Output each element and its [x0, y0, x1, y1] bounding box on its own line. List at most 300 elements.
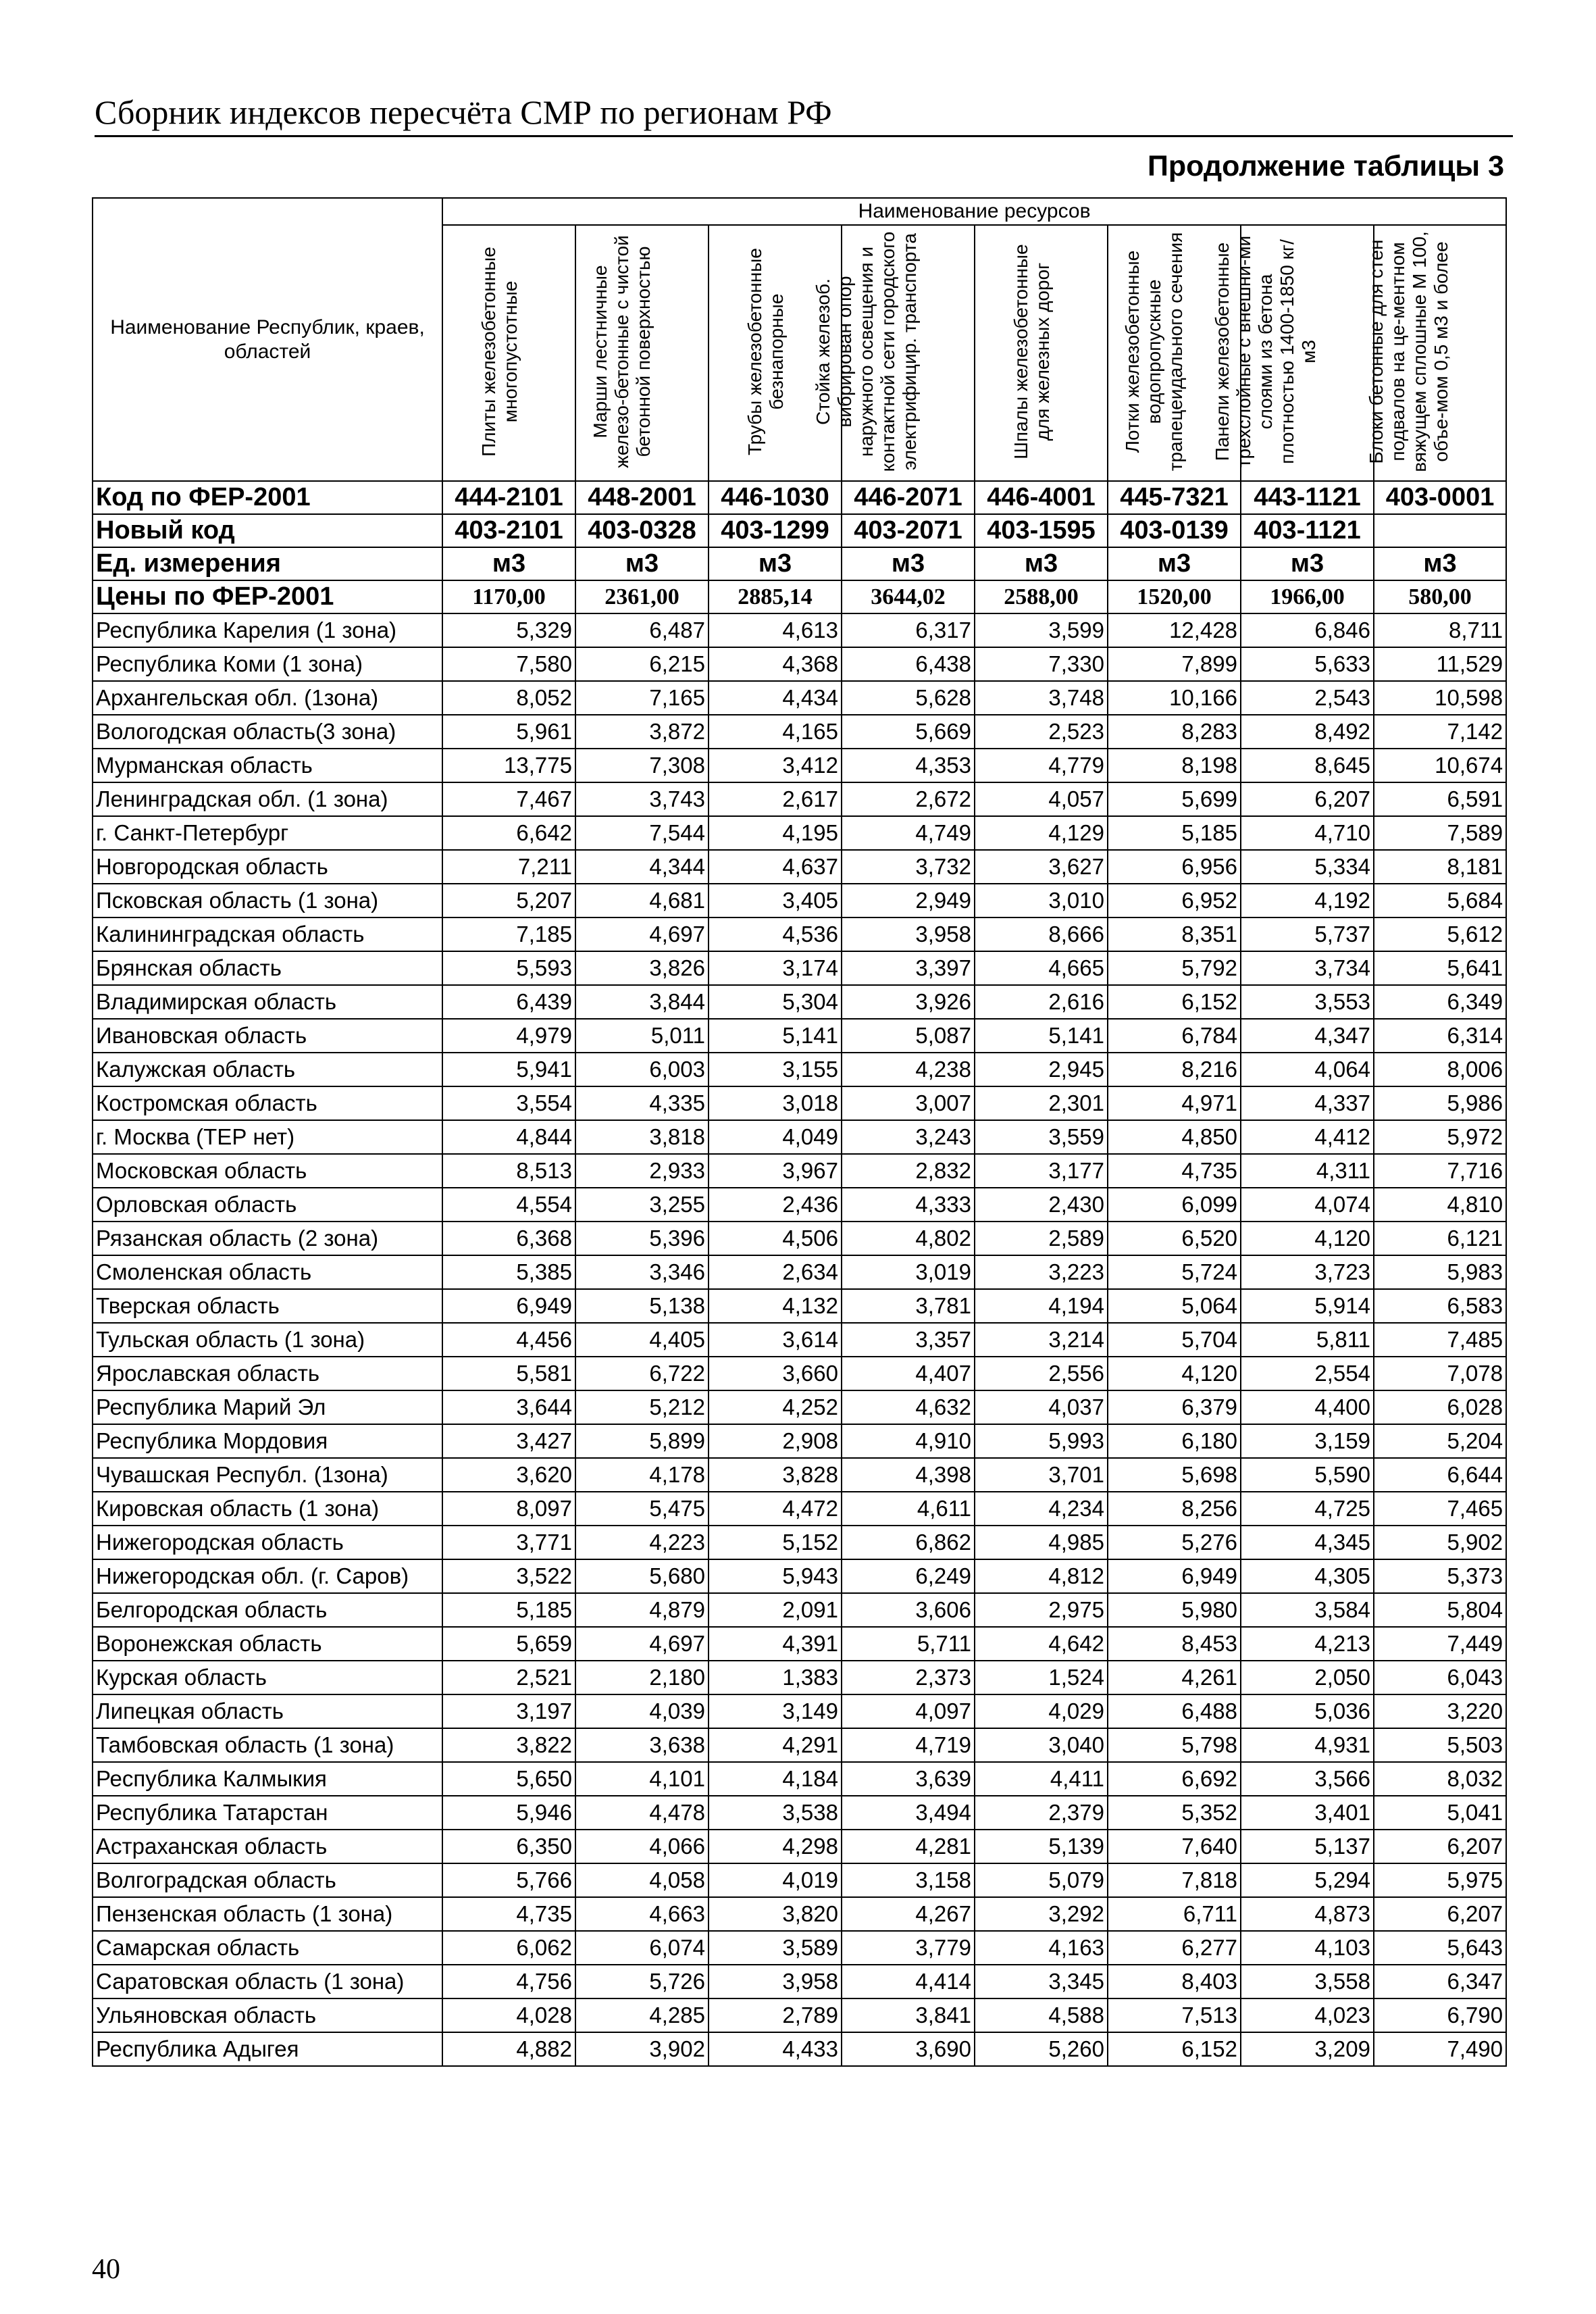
index-value-cell: 4,697	[575, 917, 709, 951]
index-value-cell: 3,427	[442, 1424, 575, 1458]
prices-label: Цены по ФЕР-2001	[93, 580, 442, 613]
table-row	[93, 1323, 1506, 1357]
index-value-cell: 4,103	[1241, 1931, 1374, 1965]
new-code-cell: 403-0328	[575, 514, 709, 547]
index-value-cell: 7,308	[575, 749, 709, 782]
index-value-cell: 4,039	[575, 1694, 709, 1728]
index-value-cell: 8,645	[1241, 749, 1374, 782]
region-name-cell: Республика Карелия (1 зона)	[93, 613, 442, 647]
index-value-cell: 5,986	[1374, 1086, 1506, 1120]
region-name-cell: г. Москва (ТЕР нет)	[93, 1120, 442, 1154]
index-value-cell: 5,079	[975, 1863, 1108, 1897]
table-row	[93, 951, 1506, 985]
region-name-cell: Орловская область	[93, 1188, 442, 1222]
index-value-cell: 5,087	[842, 1019, 975, 1053]
table-row	[93, 647, 1506, 681]
index-value-cell: 5,724	[1108, 1255, 1241, 1289]
region-name-cell: Мурманская область	[93, 749, 442, 782]
index-value-cell: 6,277	[1108, 1931, 1241, 1965]
index-value-cell: 4,414	[842, 1965, 975, 1998]
index-value-cell: 2,945	[975, 1053, 1108, 1086]
index-value-cell: 4,536	[709, 917, 842, 951]
index-value-cell: 4,681	[575, 884, 709, 917]
index-value-cell: 3,558	[1241, 1965, 1374, 1998]
index-value-cell: 3,732	[842, 850, 975, 884]
index-value-cell: 4,368	[709, 647, 842, 681]
region-name-cell: Брянская область	[93, 951, 442, 985]
index-value-cell: 5,204	[1374, 1424, 1506, 1458]
region-name-cell: Владимирская область	[93, 985, 442, 1019]
index-value-cell: 4,028	[442, 1998, 575, 2032]
index-value-cell: 5,276	[1108, 1526, 1241, 1559]
index-value-cell: 7,899	[1108, 647, 1241, 681]
index-value-cell: 6,003	[575, 1053, 709, 1086]
index-value-cell: 4,637	[709, 850, 842, 884]
table-row	[93, 1796, 1506, 1830]
region-name-cell: Ленинградская обл. (1 зона)	[93, 782, 442, 816]
index-value-cell: 8,216	[1108, 1053, 1241, 1086]
index-value-cell: 6,062	[442, 1931, 575, 1965]
resource-column-header-text: Панели железобетонные трехслойные с внешни-ми слоями из бетона плотностью 1400-1850 кг/м3	[1211, 235, 1319, 468]
index-value-cell: 3,214	[975, 1323, 1108, 1357]
index-value-cell: 4,588	[975, 1998, 1108, 2032]
code-fer-cell: 403-0001	[1374, 481, 1506, 514]
index-value-cell: 5,792	[1108, 951, 1241, 985]
index-value-cell: 5,260	[975, 2032, 1108, 2066]
table-row	[93, 1559, 1506, 1593]
price-cell: 3644,02	[842, 580, 975, 613]
index-value-cell: 4,345	[1241, 1526, 1374, 1559]
table-row	[93, 850, 1506, 884]
index-value-cell: 3,155	[709, 1053, 842, 1086]
index-value-cell: 4,178	[575, 1458, 709, 1492]
index-value-cell: 3,345	[975, 1965, 1108, 1998]
index-value-cell: 5,036	[1241, 1694, 1374, 1728]
index-value-cell: 5,612	[1374, 917, 1506, 951]
code-fer-cell: 446-4001	[975, 481, 1108, 514]
index-value-cell: 6,952	[1108, 884, 1241, 917]
index-value-cell: 3,967	[709, 1154, 842, 1188]
index-value-cell: 3,844	[575, 985, 709, 1019]
index-value-cell: 5,766	[442, 1863, 575, 1897]
region-name-cell: Нижегородская обл. (г. Саров)	[93, 1559, 442, 1593]
index-value-cell: 2,436	[709, 1188, 842, 1222]
table-row	[93, 1357, 1506, 1390]
unit-cell: м3	[709, 547, 842, 580]
index-value-cell: 3,553	[1241, 985, 1374, 1019]
index-value-cell: 3,620	[442, 1458, 575, 1492]
index-value-cell: 5,669	[842, 715, 975, 749]
index-value-cell: 7,142	[1374, 715, 1506, 749]
index-value-cell: 5,185	[442, 1593, 575, 1627]
table-row	[93, 1086, 1506, 1120]
index-value-cell: 6,349	[1374, 985, 1506, 1019]
index-value-cell: 3,357	[842, 1323, 975, 1357]
index-value-cell: 4,810	[1374, 1188, 1506, 1222]
index-value-cell: 6,784	[1108, 1019, 1241, 1053]
table-row	[93, 1492, 1506, 1526]
table-row	[93, 1998, 1506, 2032]
index-value-cell: 5,650	[442, 1762, 575, 1796]
index-value-cell: 4,882	[442, 2032, 575, 2066]
region-name-cell: Астраханская область	[93, 1830, 442, 1863]
price-cell: 1520,00	[1108, 580, 1241, 613]
index-value-cell: 6,644	[1374, 1458, 1506, 1492]
region-name-cell: Воронежская область	[93, 1627, 442, 1661]
table-row	[93, 1053, 1506, 1086]
price-cell: 2885,14	[709, 580, 842, 613]
index-value-cell: 4,120	[1241, 1222, 1374, 1255]
index-value-cell: 12,428	[1108, 613, 1241, 647]
price-cell: 580,00	[1374, 580, 1506, 613]
region-name-cell: Саратовская область (1 зона)	[93, 1965, 442, 1998]
index-value-cell: 4,802	[842, 1222, 975, 1255]
region-name-cell: Республика Мордовия	[93, 1424, 442, 1458]
index-value-cell: 2,521	[442, 1661, 575, 1694]
index-value-cell: 4,632	[842, 1390, 975, 1424]
region-name-cell: Новгородская область	[93, 850, 442, 884]
index-value-cell: 6,642	[442, 816, 575, 850]
index-value-cell: 4,710	[1241, 816, 1374, 850]
index-value-cell: 3,019	[842, 1255, 975, 1289]
index-value-cell: 5,993	[975, 1424, 1108, 1458]
index-value-cell: 3,818	[575, 1120, 709, 1154]
index-value-cell: 4,291	[709, 1728, 842, 1762]
index-value-cell: 4,472	[709, 1492, 842, 1526]
index-value-cell: 5,212	[575, 1390, 709, 1424]
index-value-cell: 4,311	[1241, 1154, 1374, 1188]
index-value-cell: 3,522	[442, 1559, 575, 1593]
table-row	[93, 1458, 1506, 1492]
index-value-cell: 5,804	[1374, 1593, 1506, 1627]
index-value-cell: 6,379	[1108, 1390, 1241, 1424]
index-value-cell: 8,032	[1374, 1762, 1506, 1796]
index-value-cell: 2,523	[975, 715, 1108, 749]
index-value-cell: 6,099	[1108, 1188, 1241, 1222]
index-value-cell: 3,494	[842, 1796, 975, 1830]
index-value-cell: 5,972	[1374, 1120, 1506, 1154]
index-value-cell: 5,304	[709, 985, 842, 1019]
region-name-cell: Республика Марий Эл	[93, 1390, 442, 1424]
index-value-cell: 4,344	[575, 850, 709, 884]
index-value-cell: 3,346	[575, 1255, 709, 1289]
index-value-cell: 4,756	[442, 1965, 575, 1998]
index-value-cell: 11,529	[1374, 647, 1506, 681]
table-row	[93, 715, 1506, 749]
resource-column-header	[575, 225, 709, 481]
unit-label: Ед. измерения	[93, 547, 442, 580]
index-value-cell: 4,735	[442, 1897, 575, 1931]
resource-column-header-text: Марши лестничные железо-бетонные с чистой бетонной поверхностью	[589, 235, 654, 468]
index-value-cell: 4,719	[842, 1728, 975, 1762]
new-code-cell	[1374, 514, 1506, 547]
index-value-cell: 6,711	[1108, 1897, 1241, 1931]
index-value-cell: 5,680	[575, 1559, 709, 1593]
table-row	[93, 917, 1506, 951]
index-value-cell: 4,391	[709, 1627, 842, 1661]
index-value-cell: 5,185	[1108, 816, 1241, 850]
index-value-cell: 8,256	[1108, 1492, 1241, 1526]
index-value-cell: 3,599	[975, 613, 1108, 647]
index-value-cell: 6,692	[1108, 1762, 1241, 1796]
index-value-cell: 4,213	[1241, 1627, 1374, 1661]
region-name-cell: Калужская область	[93, 1053, 442, 1086]
new-code-cell: 403-2101	[442, 514, 575, 547]
index-value-cell: 3,734	[1241, 951, 1374, 985]
index-value-cell: 6,439	[442, 985, 575, 1019]
index-value-cell: 6,591	[1374, 782, 1506, 816]
index-value-cell: 2,789	[709, 1998, 842, 2032]
region-name-cell: Псковская область (1 зона)	[93, 884, 442, 917]
index-value-cell: 4,478	[575, 1796, 709, 1830]
index-value-cell: 4,850	[1108, 1120, 1241, 1154]
index-value-cell: 3,872	[575, 715, 709, 749]
region-name-cell: Курская область	[93, 1661, 442, 1694]
index-value-cell: 5,581	[442, 1357, 575, 1390]
unit-cell: м3	[975, 547, 1108, 580]
region-name-cell: Волгоградская область	[93, 1863, 442, 1897]
index-value-cell: 3,614	[709, 1323, 842, 1357]
resource-column-header-text: Шпалы железобетонные для железных дорог	[1010, 244, 1053, 459]
index-value-cell: 3,771	[442, 1526, 575, 1559]
index-value-cell: 4,132	[709, 1289, 842, 1323]
index-value-cell: 2,634	[709, 1255, 842, 1289]
resource-column-header-text: Блоки бетонные для стен подвалов на це-ментном вяжущем сплошные М 100, объе-мом 0,5 м3 и более	[1366, 231, 1452, 472]
index-value-cell: 5,352	[1108, 1796, 1241, 1830]
index-value-cell: 4,400	[1241, 1390, 1374, 1424]
index-value-cell: 4,611	[842, 1492, 975, 1526]
index-value-cell: 6,249	[842, 1559, 975, 1593]
table-row	[93, 1154, 1506, 1188]
index-value-cell: 5,704	[1108, 1323, 1241, 1357]
index-value-cell: 7,078	[1374, 1357, 1506, 1390]
index-value-cell: 6,583	[1374, 1289, 1506, 1323]
index-value-cell: 3,820	[709, 1897, 842, 1931]
index-value-cell: 3,926	[842, 985, 975, 1019]
index-value-cell: 5,726	[575, 1965, 709, 1998]
index-value-cell: 5,684	[1374, 884, 1506, 917]
index-value-cell: 4,192	[1241, 884, 1374, 917]
index-value-cell: 4,979	[442, 1019, 575, 1053]
index-value-cell: 3,566	[1241, 1762, 1374, 1796]
index-value-cell: 5,975	[1374, 1863, 1506, 1897]
table-row	[93, 1526, 1506, 1559]
index-value-cell: 3,040	[975, 1728, 1108, 1762]
resources-header: Наименование ресурсов	[442, 198, 1506, 225]
region-name-cell: Ярославская область	[93, 1357, 442, 1390]
index-value-cell: 4,412	[1241, 1120, 1374, 1154]
index-value-cell: 6,207	[1374, 1897, 1506, 1931]
index-value-cell: 5,329	[442, 613, 575, 647]
index-value-cell: 4,910	[842, 1424, 975, 1458]
index-value-cell: 8,711	[1374, 613, 1506, 647]
resource-column-header	[812, 225, 975, 481]
index-value-cell: 3,639	[842, 1762, 975, 1796]
index-value-cell: 3,660	[709, 1357, 842, 1390]
index-value-cell: 6,074	[575, 1931, 709, 1965]
index-value-cell: 4,398	[842, 1458, 975, 1492]
index-value-cell: 5,503	[1374, 1728, 1506, 1762]
index-value-cell: 6,207	[1241, 782, 1374, 816]
code-fer-cell: 443-1121	[1241, 481, 1374, 514]
index-value-cell: 4,456	[442, 1323, 575, 1357]
region-name-cell: Липецкая область	[93, 1694, 442, 1728]
index-value-cell: 7,490	[1374, 2032, 1506, 2066]
index-value-cell: 4,163	[975, 1931, 1108, 1965]
index-value-cell: 4,064	[1241, 1053, 1374, 1086]
index-value-cell: 5,475	[575, 1492, 709, 1526]
region-name-cell: Белгородская область	[93, 1593, 442, 1627]
region-name-cell: Нижегородская область	[93, 1526, 442, 1559]
index-value-cell: 7,544	[575, 816, 709, 850]
index-value-cell: 4,812	[975, 1559, 1108, 1593]
index-value-cell: 3,209	[1241, 2032, 1374, 2066]
index-value-cell: 4,433	[709, 2032, 842, 2066]
index-value-cell: 2,672	[842, 782, 975, 816]
region-name-cell: Чувашская Республ. (1зона)	[93, 1458, 442, 1492]
region-name-cell: Самарская область	[93, 1931, 442, 1965]
region-name-cell: Тульская область (1 зона)	[93, 1323, 442, 1357]
index-value-cell: 5,699	[1108, 782, 1241, 816]
table-row	[93, 1897, 1506, 1931]
region-name-cell: Ульяновская область	[93, 1998, 442, 2032]
index-value-cell: 6,215	[575, 647, 709, 681]
index-value-cell: 7,211	[442, 850, 575, 884]
region-name-cell: г. Санкт-Петербург	[93, 816, 442, 850]
index-value-cell: 3,627	[975, 850, 1108, 884]
index-value-cell: 4,238	[842, 1053, 975, 1086]
table-row	[93, 1762, 1506, 1796]
index-value-cell: 6,949	[442, 1289, 575, 1323]
index-value-cell: 3,828	[709, 1458, 842, 1492]
index-value-cell: 5,943	[709, 1559, 842, 1593]
index-value-cell: 4,129	[975, 816, 1108, 850]
index-value-cell: 4,281	[842, 1830, 975, 1863]
index-value-cell: 4,037	[975, 1390, 1108, 1424]
index-value-cell: 2,543	[1241, 681, 1374, 715]
index-value-cell: 13,775	[442, 749, 575, 782]
index-value-cell: 6,152	[1108, 985, 1241, 1019]
index-value-cell: 3,606	[842, 1593, 975, 1627]
index-value-cell: 4,725	[1241, 1492, 1374, 1526]
index-value-cell: 3,007	[842, 1086, 975, 1120]
index-value-cell: 5,980	[1108, 1593, 1241, 1627]
index-value-cell: 4,223	[575, 1526, 709, 1559]
index-value-cell: 3,644	[442, 1390, 575, 1424]
region-name-cell: Калининградская область	[93, 917, 442, 951]
index-value-cell: 7,330	[975, 647, 1108, 681]
resource-column-header	[1366, 225, 1506, 481]
region-column-header: Наименование Республик, краев, областей	[93, 198, 442, 481]
index-value-cell: 5,983	[1374, 1255, 1506, 1289]
index-value-cell: 1,383	[709, 1661, 842, 1694]
index-value-cell: 5,385	[442, 1255, 575, 1289]
index-value-cell: 6,028	[1374, 1390, 1506, 1424]
index-value-cell: 4,873	[1241, 1897, 1374, 1931]
index-value-cell: 4,120	[1108, 1357, 1241, 1390]
index-value-cell: 6,043	[1374, 1661, 1506, 1694]
table-row	[93, 1830, 1506, 1863]
table-continuation-label: Продолжение таблицы 3	[1147, 150, 1504, 182]
index-value-cell: 4,267	[842, 1897, 975, 1931]
index-value-cell: 4,165	[709, 715, 842, 749]
index-value-cell: 4,333	[842, 1188, 975, 1222]
index-value-cell: 4,665	[975, 951, 1108, 985]
index-value-cell: 7,716	[1374, 1154, 1506, 1188]
index-value-cell: 5,798	[1108, 1728, 1241, 1762]
index-value-cell: 3,243	[842, 1120, 975, 1154]
new-code-cell: 403-1595	[975, 514, 1108, 547]
index-value-cell: 3,638	[575, 1728, 709, 1762]
index-value-cell: 3,401	[1241, 1796, 1374, 1830]
index-value-cell: 6,317	[842, 613, 975, 647]
price-cell: 1966,00	[1241, 580, 1374, 613]
index-value-cell: 8,492	[1241, 715, 1374, 749]
index-value-cell: 8,006	[1374, 1053, 1506, 1086]
index-value-cell: 2,949	[842, 884, 975, 917]
unit-cell: м3	[1374, 547, 1506, 580]
resource-column-header	[975, 225, 1108, 481]
index-value-cell: 4,261	[1108, 1661, 1241, 1694]
unit-cell: м3	[842, 547, 975, 580]
code-fer-cell: 446-1030	[709, 481, 842, 514]
index-value-cell: 4,234	[975, 1492, 1108, 1526]
table-row	[93, 1255, 1506, 1289]
index-value-cell: 3,743	[575, 782, 709, 816]
code-fer-cell: 446-2071	[842, 481, 975, 514]
index-value-cell: 3,174	[709, 951, 842, 985]
index-value-cell: 4,663	[575, 1897, 709, 1931]
index-value-cell: 5,139	[975, 1830, 1108, 1863]
index-value-cell: 3,292	[975, 1897, 1108, 1931]
region-name-cell: Московская область	[93, 1154, 442, 1188]
index-value-cell: 4,735	[1108, 1154, 1241, 1188]
index-value-cell: 7,818	[1108, 1863, 1241, 1897]
index-value-cell: 4,407	[842, 1357, 975, 1390]
unit-cell: м3	[1108, 547, 1241, 580]
index-value-cell: 5,396	[575, 1222, 709, 1255]
index-value-cell: 4,305	[1241, 1559, 1374, 1593]
index-value-cell: 7,485	[1374, 1323, 1506, 1357]
new-code-cell: 403-2071	[842, 514, 975, 547]
index-value-cell: 7,449	[1374, 1627, 1506, 1661]
code-fer-cell: 448-2001	[575, 481, 709, 514]
index-value-cell: 5,011	[575, 1019, 709, 1053]
index-value-cell: 5,633	[1241, 647, 1374, 681]
resource-column-header-text: Стойка железоб. вибрирован опор наружного освещения и контактной сети городского электрифицир. транспорта	[812, 231, 920, 472]
region-name-cell: Рязанская область (2 зона)	[93, 1222, 442, 1255]
region-name-cell: Республика Татарстан	[93, 1796, 442, 1830]
index-value-cell: 5,941	[442, 1053, 575, 1086]
table-row	[93, 1289, 1506, 1323]
region-name-cell: Республика Адыгея	[93, 2032, 442, 2066]
index-value-cell: 6,790	[1374, 1998, 1506, 2032]
index-value-cell: 5,737	[1241, 917, 1374, 951]
index-value-cell: 5,946	[442, 1796, 575, 1830]
index-value-cell: 3,584	[1241, 1593, 1374, 1627]
index-value-cell: 5,141	[975, 1019, 1108, 1053]
index-value-cell: 4,066	[575, 1830, 709, 1863]
index-value-cell: 2,180	[575, 1661, 709, 1694]
table-row	[93, 1863, 1506, 1897]
index-value-cell: 4,195	[709, 816, 842, 850]
region-name-cell: Вологодская область(3 зона)	[93, 715, 442, 749]
index-value-cell: 5,152	[709, 1526, 842, 1559]
index-value-cell: 6,314	[1374, 1019, 1506, 1053]
index-value-cell: 5,137	[1241, 1830, 1374, 1863]
index-value-cell: 8,403	[1108, 1965, 1241, 1998]
index-value-cell: 3,397	[842, 951, 975, 985]
